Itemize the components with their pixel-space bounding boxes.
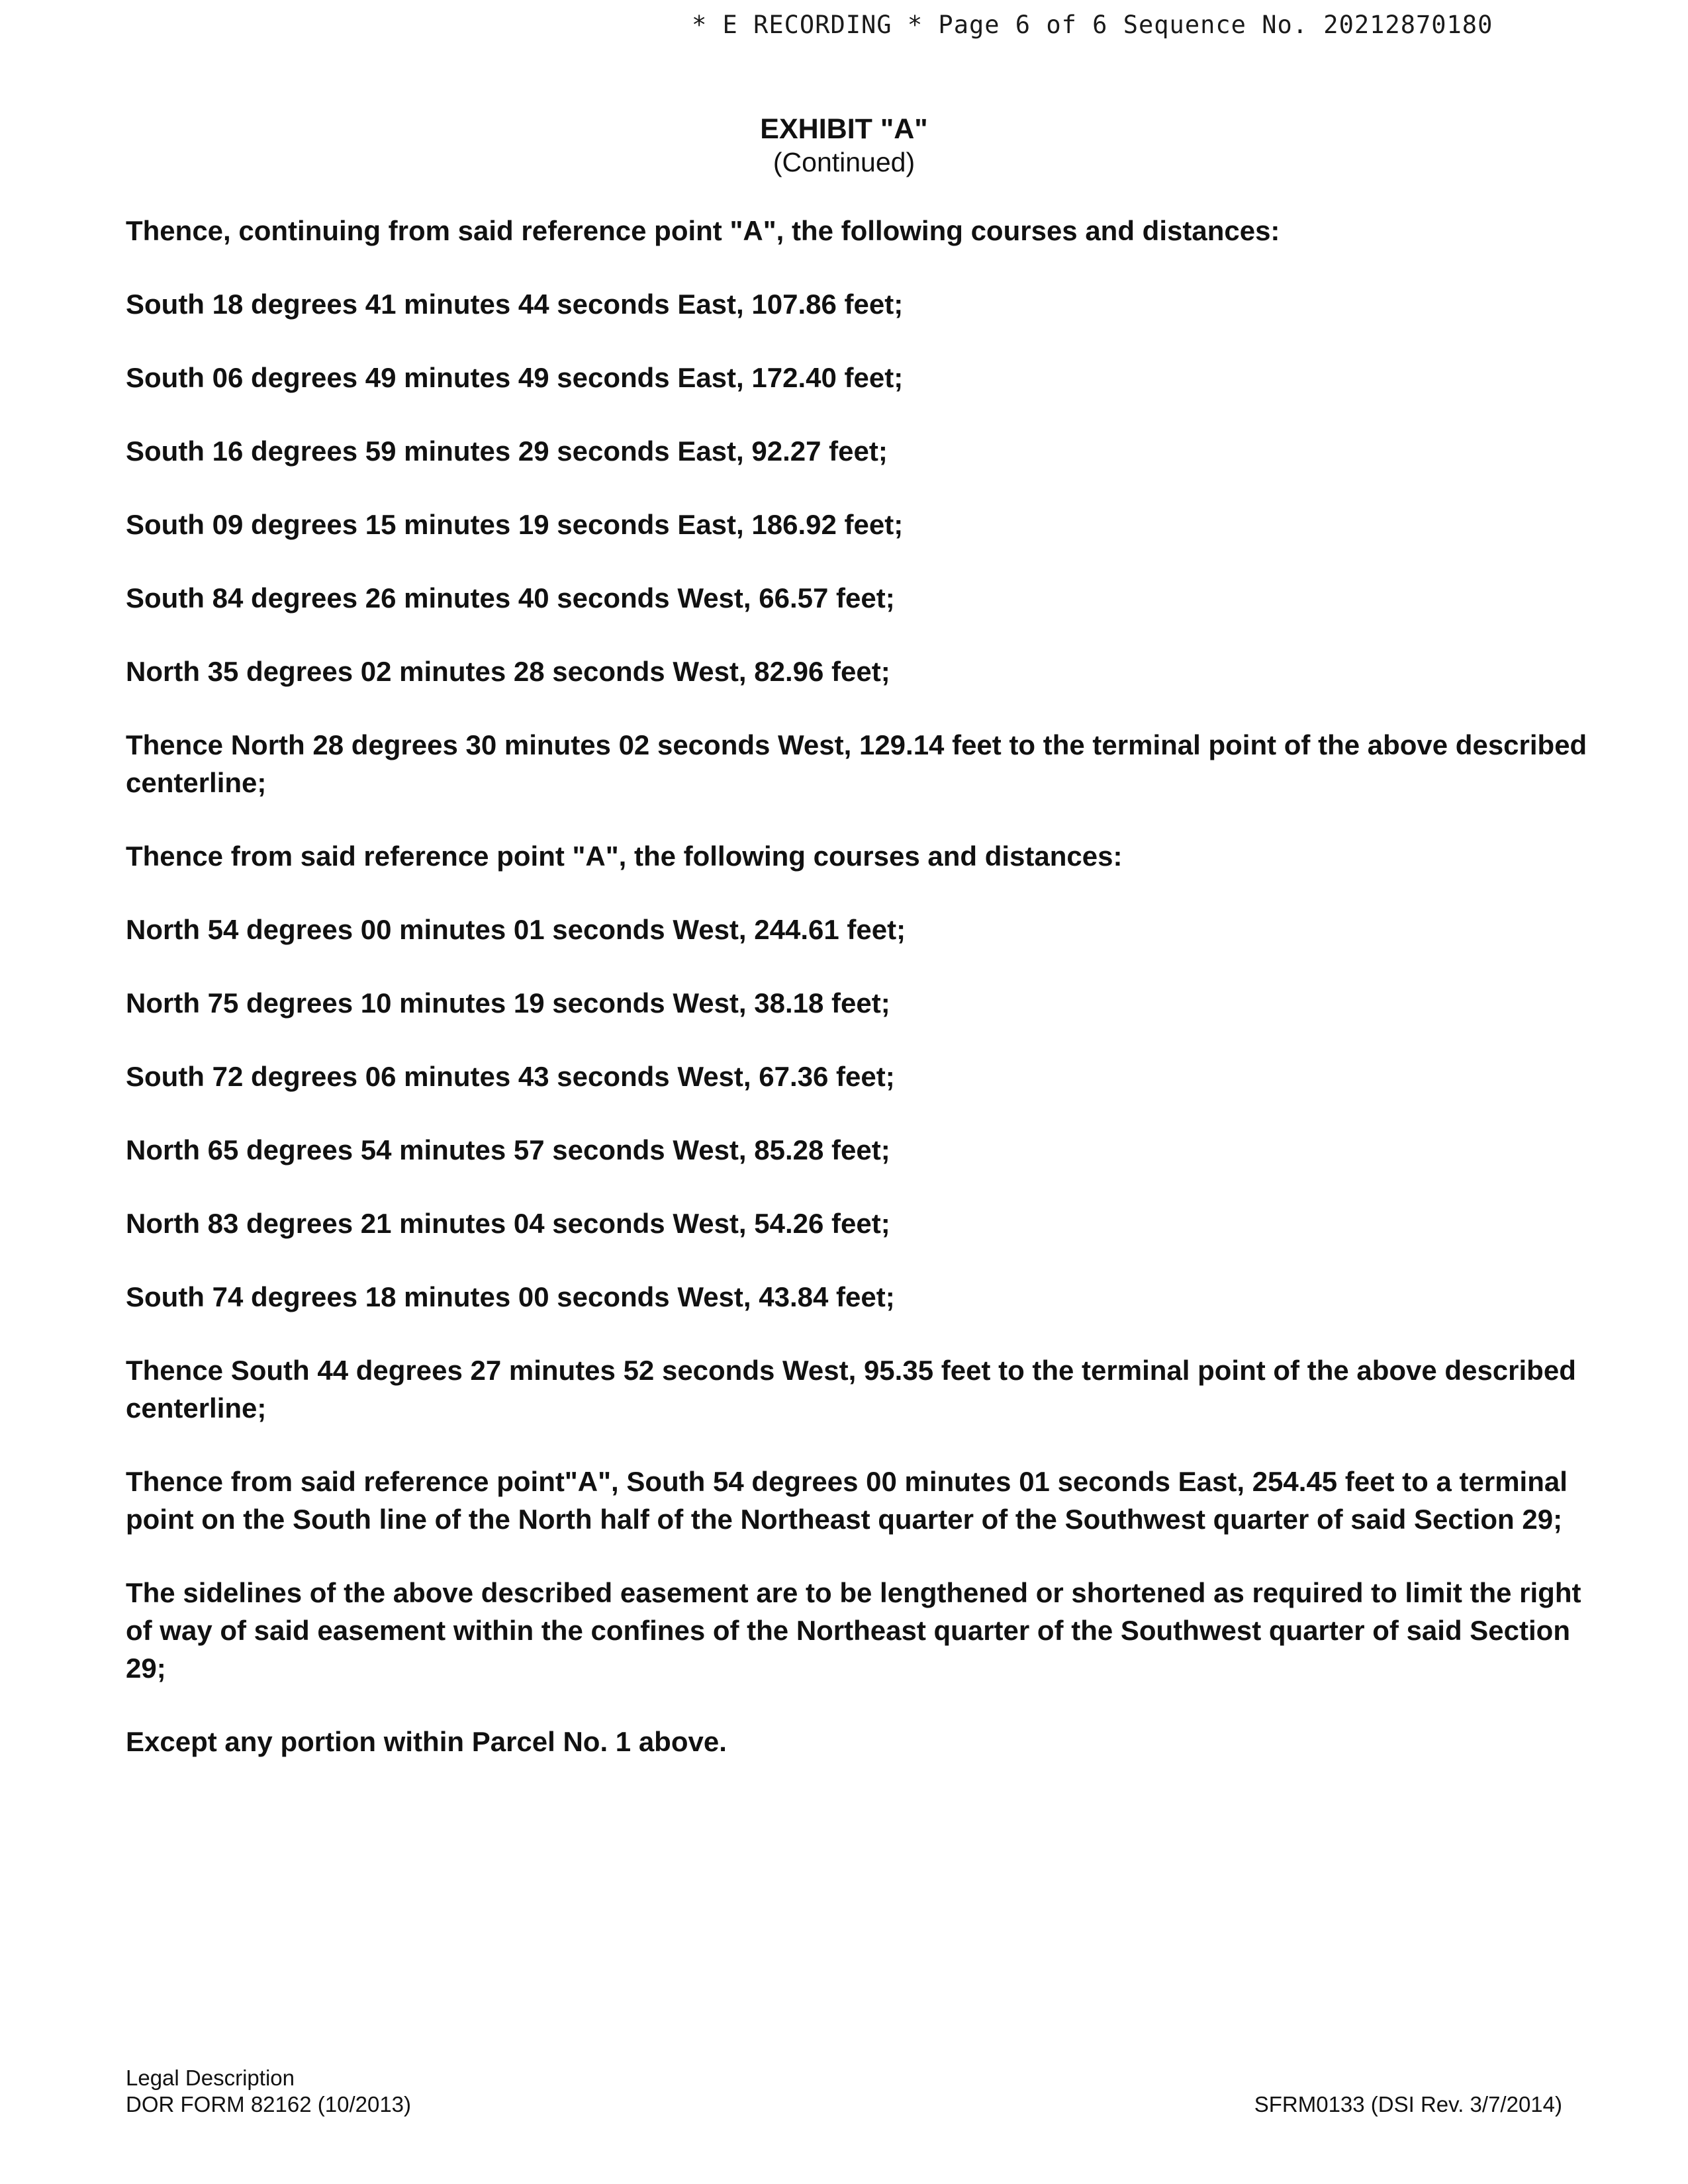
terminal-point-paragraph: Thence South 44 degrees 27 minutes 52 seconds West, 95.35 feet to the terminal point of the above described centerline; [126, 1355, 1576, 1424]
sidelines-paragraph: The sidelines of the above described easement are to be lengthened or shortened as required to limit the right of way of said easement within the confines of the Northeast quarter of the Southwest quarter of said Section 29; [126, 1577, 1581, 1684]
legal-description-body [126, 212, 1609, 1796]
paragraph-intro-courses: Thence from said reference point "A", the following courses and distances: [126, 841, 1123, 872]
footer-legal-description-label: Legal Description [126, 2066, 295, 2090]
footer-revision-code: SFRM0133 (DSI Rev. 3/7/2014) [1254, 2092, 1562, 2116]
paragraph-intro-courses: Thence, continuing from said reference point "A", the following courses and distances: [126, 215, 1280, 246]
course-line: South 72 degrees 06 minutes 43 seconds West, 67.36 feet; [126, 1061, 895, 1092]
terminal-point-paragraph: Thence North 28 degrees 30 minutes 02 seconds West, 129.14 feet to the terminal point of the above described centerline; [126, 729, 1587, 798]
terminal-point-paragraph: Thence from said reference point"A", South 54 degrees 00 minutes 01 seconds East, 254.45 feet to a terminal point on the South line of the North half of the Northeast quarter of the Southwest quarter of said Section 29; [126, 1466, 1568, 1535]
course-line: North 75 degrees 10 minutes 19 seconds West, 38.18 feet; [126, 987, 890, 1019]
course-line: South 18 degrees 41 minutes 44 seconds East, 107.86 feet; [126, 289, 904, 320]
course-line: South 09 degrees 15 minutes 19 seconds East, 186.92 feet; [126, 509, 904, 540]
course-line: South 16 degrees 59 minutes 29 seconds East, 92.27 feet; [126, 435, 888, 467]
course-line: South 84 degrees 26 minutes 40 seconds West, 66.57 feet; [126, 582, 895, 614]
course-line: North 83 degrees 21 minutes 04 seconds West, 54.26 feet; [126, 1208, 890, 1239]
footer-left [126, 2065, 411, 2118]
course-line: North 65 degrees 54 minutes 57 seconds West, 85.28 feet; [126, 1134, 890, 1165]
course-line: North 35 degrees 02 minutes 28 seconds West, 82.96 feet; [126, 656, 890, 687]
exhibit-subtitle: (Continued) [773, 147, 915, 177]
course-line: South 06 degrees 49 minutes 49 seconds East, 172.40 feet; [126, 362, 904, 393]
exhibit-title: EXHIBIT "A" [760, 113, 928, 145]
recording-header: * E RECORDING * Page 6 of 6 Sequence No. 20212870180 [692, 11, 1493, 39]
course-line: North 54 degrees 00 minutes 01 seconds West, 244.61 feet; [126, 914, 906, 945]
exception-paragraph: Except any portion within Parcel No. 1 above. [126, 1726, 727, 1757]
footer-form-number: DOR FORM 82162 (10/2013) [126, 2092, 412, 2116]
course-line: South 74 degrees 18 minutes 00 seconds West, 43.84 feet; [126, 1281, 895, 1312]
